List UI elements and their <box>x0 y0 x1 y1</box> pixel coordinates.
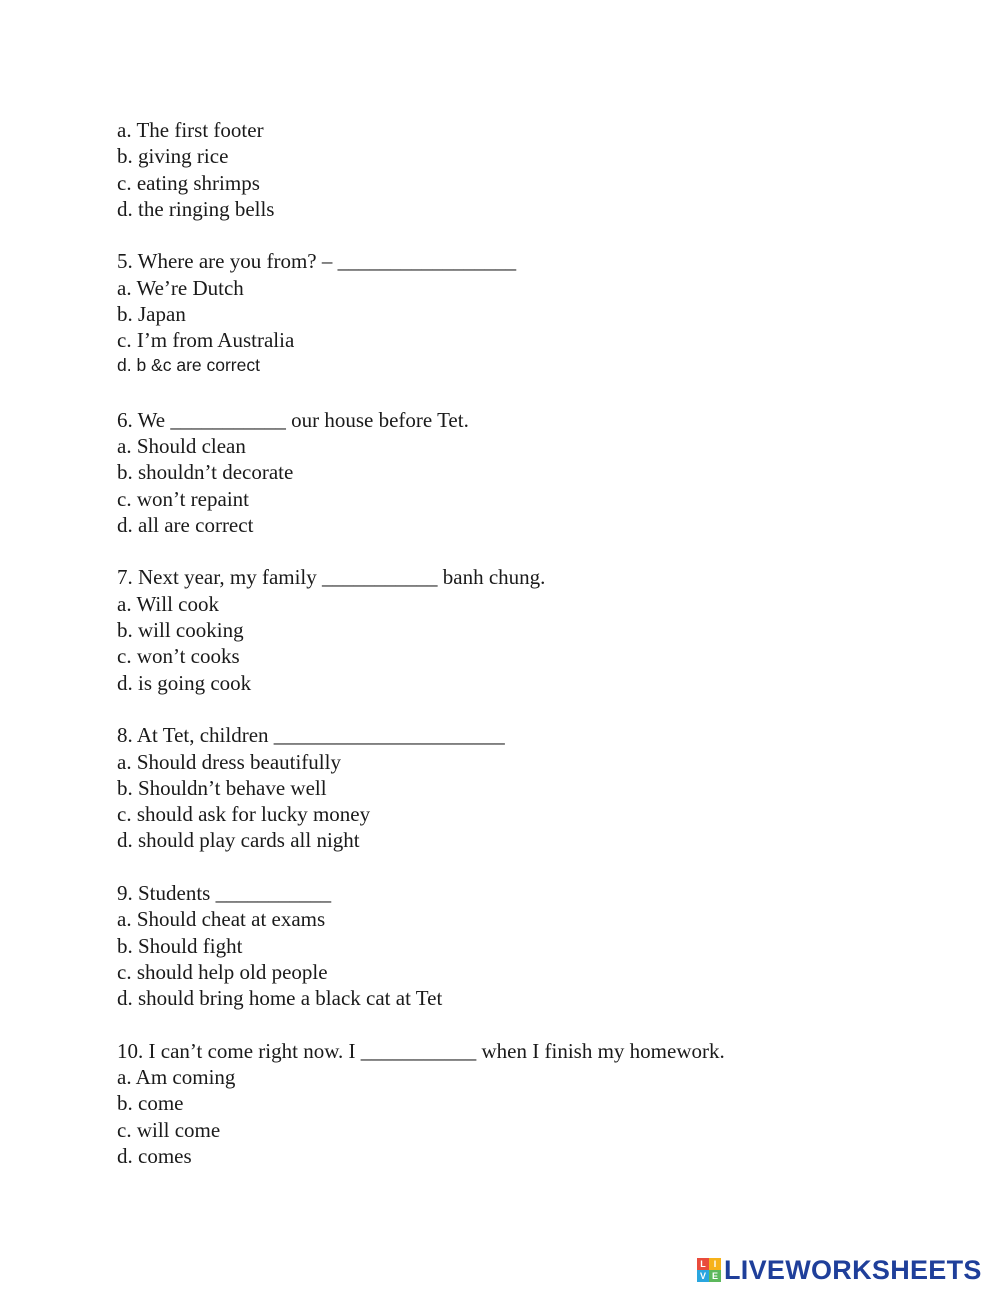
question-9-option-b[interactable]: b. Should fight <box>117 933 243 958</box>
logo-text: LIVEWORKSHEETS <box>724 1254 982 1285</box>
question-9-text: 9. Students ___________ <box>117 881 332 906</box>
question-4-option-b[interactable]: b. giving rice <box>117 144 229 169</box>
question-7-text: 7. Next year, my family ___________ banh chung. <box>117 565 546 590</box>
question-8-text: 8. At Tet, children ______________________ <box>117 723 505 748</box>
question-6-option-a[interactable]: a. Should clean <box>117 433 246 458</box>
question-7-option-d[interactable]: d. is going cook <box>117 670 252 695</box>
question-5-option-a[interactable]: a. We’re Dutch <box>117 275 244 300</box>
question-4-option-c[interactable]: c. eating shrimps <box>117 170 260 195</box>
question-9-option-a[interactable]: a. Should cheat at exams <box>117 907 326 932</box>
logo-mark-cell: E <box>709 1270 721 1282</box>
question-5-option-c[interactable]: c. I’m from Australia <box>117 328 295 353</box>
liveworksheets-logo <box>697 1254 982 1286</box>
question-9-option-d[interactable]: d. should bring home a black cat at Tet <box>117 986 443 1011</box>
question-7 <box>117 564 937 695</box>
question-6-text: 6. We ___________ our house before Tet. <box>117 407 469 432</box>
question-9 <box>117 880 937 1011</box>
question-4-option-a[interactable]: a. The first footer <box>117 118 264 142</box>
question-10-option-d[interactable]: d. comes <box>117 1143 192 1168</box>
question-7-option-b[interactable]: b. will cooking <box>117 618 244 643</box>
question-7-option-a[interactable]: a. Will cook <box>117 591 219 616</box>
question-7-option-c[interactable]: c. won’t cooks <box>117 644 240 669</box>
question-4-option-d[interactable]: d. the ringing bells <box>117 196 275 221</box>
question-8 <box>117 722 937 853</box>
question-5-option-d[interactable]: d. b &c are correct <box>117 354 260 375</box>
worksheet <box>117 117 937 1196</box>
question-6 <box>117 407 937 538</box>
question-8-option-a[interactable]: a. Should dress beautifully <box>117 749 341 774</box>
question-10 <box>117 1038 937 1169</box>
question-10-option-b[interactable]: b. come <box>117 1091 184 1116</box>
logo-mark-cell: V <box>697 1270 709 1282</box>
question-6-option-b[interactable]: b. shouldn’t decorate <box>117 460 294 485</box>
question-5-option-b[interactable]: b. Japan <box>117 302 186 327</box>
question-10-text: 10. I can’t come right now. I ___________ when I finish my homework. <box>117 1038 725 1063</box>
question-9-option-c[interactable]: c. should help old people <box>117 959 328 984</box>
logo-mark-cell: I <box>709 1258 721 1270</box>
question-5-text: 5. Where are you from? – _________________ <box>117 249 517 274</box>
question-5 <box>117 248 937 375</box>
question-10-option-a[interactable]: a. Am coming <box>117 1065 236 1090</box>
question-6-option-c[interactable]: c. won’t repaint <box>117 486 249 511</box>
question-6-option-d[interactable]: d. all are correct <box>117 512 254 537</box>
question-4 <box>117 117 937 222</box>
question-8-option-d[interactable]: d. should play cards all night <box>117 828 360 853</box>
question-8-option-b[interactable]: b. Shouldn’t behave well <box>117 775 327 800</box>
logo-mark-cell: L <box>697 1258 709 1270</box>
question-8-option-c[interactable]: c. should ask for lucky money <box>117 802 371 827</box>
liveworksheets-logo-icon <box>697 1258 721 1282</box>
question-10-option-c[interactable]: c. will come <box>117 1117 221 1142</box>
